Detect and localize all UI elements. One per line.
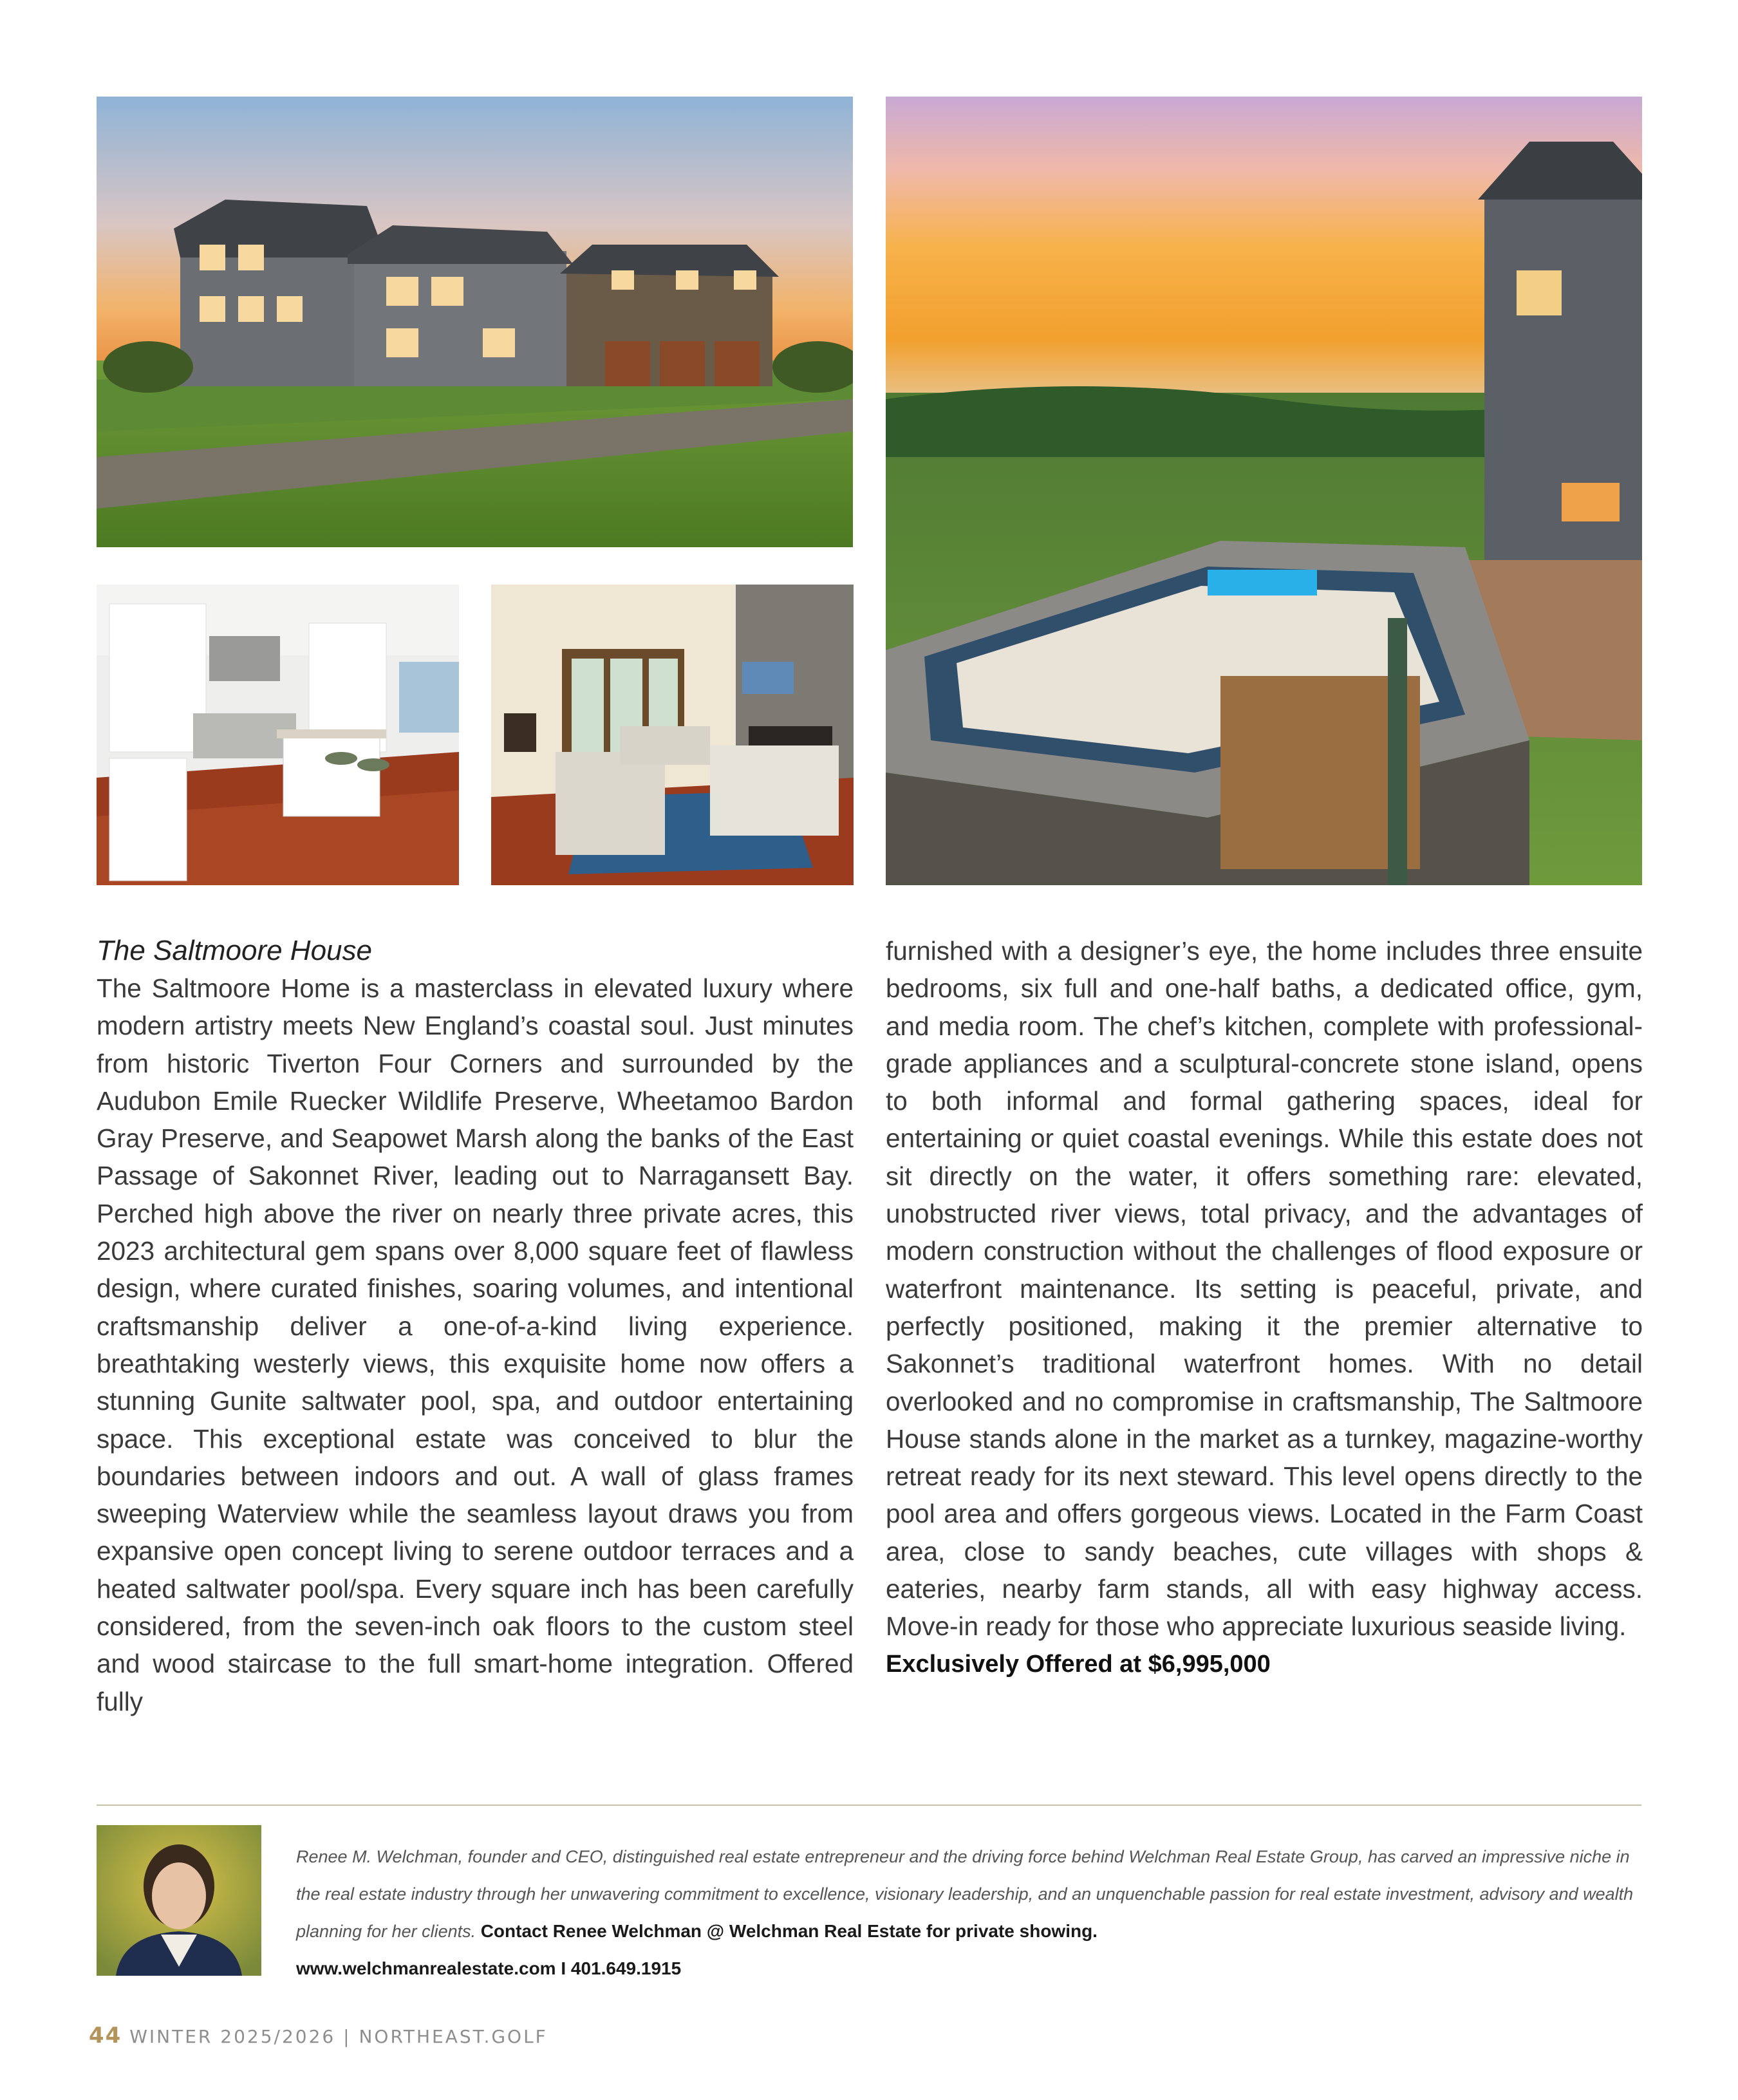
agent-portrait-photo [97, 1825, 261, 1976]
page-number: 44 [89, 2023, 122, 2048]
kitchen-photo [97, 585, 459, 885]
section-divider [97, 1805, 1641, 1806]
house-exterior-photo [97, 97, 853, 547]
pool-deck-photo [886, 97, 1642, 885]
footer-separator: | [343, 2026, 351, 2047]
agent-bio [296, 1838, 1645, 1987]
article-body-right: furnished with a designer’s eye, the home includes three ensuite bedrooms, six full and one-half baths, a dedicated office, gym, and media room. The chef’s kitchen, complete with professional-grade appliances and a sculptural-concrete stone island, opens to both informal and formal gathering spaces, ideal for entertaining or quiet coastal evenings. While this estate does not sit directly on the water, it offers something rare: elevated, unobstructed river views, total privacy, and the advantages of modern construction without the challenges of flood exposure or waterfront maintenance. Its setting is peaceful, private, and perfectly positioned, making it the premier alternative to Sakonnet’s traditional waterfront homes. With no detail overlooked and no compromise in craftsmanship, The Saltmoore House stands alone in the market as a turnkey, magazine-worthy retreat ready for its next steward. This level opens directly to the pool area and offers gorgeous views. Located in the Farm Coast area, close to sandy beaches, cute villages with shops & eateries, nearby farm stands, all with easy highway access. Move-in ready for those who appreciate luxurious seaside living. [886, 936, 1643, 1642]
issue-label: WINTER 2025/2026 [129, 2026, 336, 2047]
agent-bio-text: Renee M. Welchman, founder and CEO, distinguished real estate entrepreneur and the driving force behind Welchman Real Estate Group, has carved an impressive niche in the real estate industry through her unwavering commitment to excellence, visionary leadership, and an unquenchable passion for real estate investment, advisory and wealth planning for her clients. [296, 1847, 1634, 1941]
article-body-left: The Saltmoore Home is a masterclass in elevated luxury where modern artistry meets New England’s coastal soul. Just minutes from historic Tiverton Four Corners and surrounded by the Audubon Emile Ruecker Wildlife Preserve, Wheetamoo Bardon Gray Preserve, and Seapowet Marsh along the banks of the East Passage of Sakonnet River, leading out to Narragansett Bay. Perched high above the river on nearly three private acres, this 2023 architectural gem spans over 8,000 square feet of flawless design, where curated finishes, soaring volumes, and intentional craftsmanship deliver a one-of-a-kind living experience. breathtaking westerly views, this exquisite home now offers a stunning Gunite saltwater pool, spa, and outdoor entertaining space. This exceptional estate was conceived to blur the boundaries between indoors and out. A wall of glass frames sweeping Waterview while the seamless layout draws you from expansive open concept living to serene outdoor terraces and a heated saltwater pool/spa. Every square inch has been carefully considered, from the seven-inch oak floors to the custom steel and wood staircase to the full smart-home integration. Offered fully [97, 973, 854, 1716]
agent-call-to-action: Contact Renee Welchman @ Welchman Real Estate for private showing. [480, 1921, 1098, 1941]
site-label: NORTHEAST.GOLF [359, 2026, 548, 2047]
price-line: Exclusively Offered at $6,995,000 [886, 1650, 1271, 1678]
article-title: The Saltmoore House [97, 935, 372, 966]
article-column-left [97, 932, 854, 1720]
living-room-photo [491, 585, 854, 885]
page-footer [89, 2023, 548, 2048]
article-column-right [886, 932, 1643, 1683]
agent-contact: www.welchmanrealestate.com I 401.649.1915 [296, 1958, 682, 1978]
